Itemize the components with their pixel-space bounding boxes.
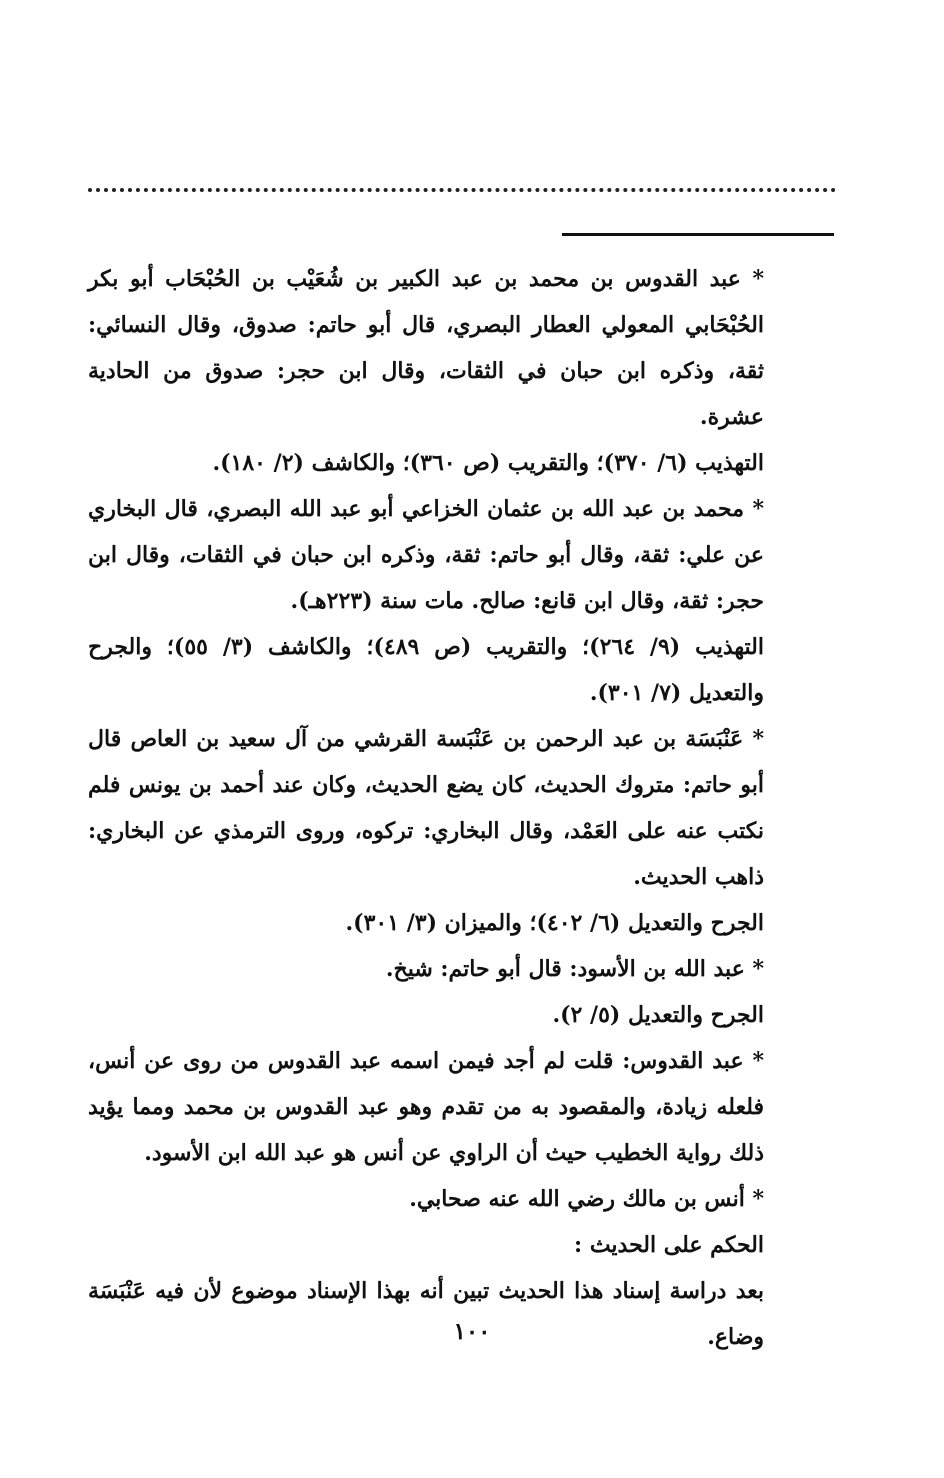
dotted-separator xyxy=(88,188,836,192)
narrator-bio-muhammad: * محمد بن عبد الله بن عثمان الخزاعي أبو عبد الله البصري، قال البخاري عن علي: ثقة، وقال أبو حاتم: ثقة، وذكره ابن حبان في الثقات، وقال ابن حجر: ثقة، وقال ابن قانع: صالح. مات سنة (٢٢٣هـ). xyxy=(88,496,765,614)
narrator-bio-abdullah: * عبد الله بن الأسود: قال أبو حاتم: شيخ. xyxy=(385,956,764,982)
reference-line: التهذيب (٩/ ٢٦٤)؛ والتقريب (ص ٤٨٩)؛ والكاشف (٣/ ٥٥)؛ والجرح والتعديل (٧/ ٣٠١). xyxy=(88,634,764,706)
reference-line: التهذيب (٦/ ٣٧٠)؛ والتقريب (ص ٣٦٠)؛ والكاشف (٢/ ١٨٠). xyxy=(212,450,764,476)
reference-line: الجرح والتعديل (٦/ ٤٠٢)؛ والميزان (٣/ ٣٠١). xyxy=(345,910,764,936)
ruling-text: بعد دراسة إسناد هذا الحديث تبين أنه بهذا الإسناد موضوع لأن فيه عَنْبَسَة وضاع. xyxy=(88,1278,764,1350)
reference-line: الجرح والتعديل (٥/ ٢). xyxy=(552,1002,764,1028)
note-abdulquddus: * عبد القدوس: قلت لم أجد فيمن اسمه عبد القدوس من روى عن أنس، فلعله زيادة، والمقصود به من تقدم وهو عبد القدوس بن محمد ومما يؤيد ذلك رواية الخطيب حيث أن الراوي عن أنس هو عبد الله ابن الأسود. xyxy=(88,1048,764,1166)
narrator-bio-anbasa: * عَنْبَسَة بن عبد الرحمن بن عَنْبَسة القرشي من آل سعيد بن العاص قال أبو حاتم: متروك الحديث، كان يضع الحديث، وكان عند أحمد بن يونس فلم نكتب عنه على العَمْد، وقال البخاري: تركوه، وروى الترمذي عن البخاري: ذاهب الحديث. xyxy=(88,726,764,890)
narrator-bio-abdulquddus: * عبد القدوس بن محمد بن عبد الكبير بن شُعَيْب بن الحُبْحَاب أبو بكر الحُبْحَابي المعولي العطار البصري، قال أبو حاتم: صدوق، وقال النسائي: ثقة، وذكره ابن حبان في الثقات، وقال ابن حجر: صدوق من الحادية عشرة. xyxy=(88,266,764,430)
page-body xyxy=(88,256,764,1360)
page-number: ١٠٠ xyxy=(453,1318,491,1345)
footnote-rule xyxy=(562,233,834,236)
ruling-heading: الحكم على الحديث : xyxy=(574,1232,764,1258)
narrator-bio-anas: * أنس بن مالك رضي الله عنه صحابي. xyxy=(409,1186,764,1212)
